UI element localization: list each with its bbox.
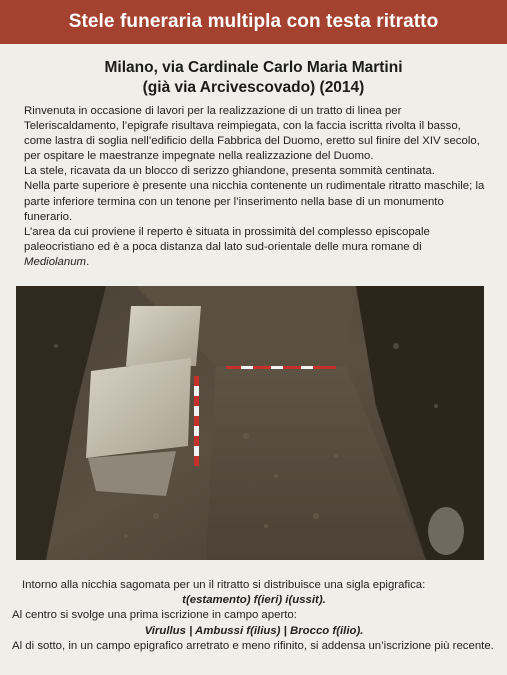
- location-line-2: (già via Arcivescovado) (2014): [142, 79, 365, 96]
- excavation-photo-graphic: [16, 286, 484, 560]
- intro-paragraph-4-end: .: [86, 255, 90, 268]
- excavation-photo: [16, 286, 484, 560]
- caption-line-2: Al centro si svolge una prima iscrizione in campo aperto:: [12, 609, 297, 622]
- caption-line-3: Al di sotto, in un campo epigrafico arretrato e meno rifinito, si addensa un’iscrizione più recente.: [12, 639, 494, 652]
- caption-line-1: Intorno alla nicchia sagomata per un il ritratto si distribuisce una sigla epigrafica:: [22, 579, 426, 591]
- page-title: Stele funeraria multipla con testa ritratto: [68, 11, 439, 32]
- intro-paragraph-3: Nella parte superiore è presente una nicchia contenente un rudimentale ritratto maschile; la parte inferiore termina con un tenone per l’inserimento nella base di un monumento funerario.: [24, 180, 485, 223]
- intro-paragraph-4-start: L’area da cui proviene il reperto è situata in prossimità del complesso episcopale paleocristiano ed è a poca distanza dal lato sud-orientale delle mura romane di: [24, 225, 430, 253]
- intro-paragraph-2: La stele, ricavata da un blocco di serizzo ghiandone, presenta sommità centinata.: [24, 165, 435, 178]
- intro-text: [24, 104, 486, 270]
- mediolanum-term: Mediolanum: [24, 255, 87, 268]
- location-line-1: Milano, via Cardinale Carlo Maria Martini: [104, 59, 403, 76]
- intro-paragraph-1: Rinvenuta in occasione di lavori per la realizzazione di un tratto di linea per Teleriscaldamento, l’epigrafe risultava reimpiegata, con la faccia iscritta rivolta il basso, come lastra di soglia nell’edificio della Fabbrica del Duomo, eretto sul finire del XIV secolo, per ospitare le maestranze impegnate nella realizzazione del Duomo.: [24, 105, 480, 163]
- title-banner: [0, 0, 507, 44]
- intro-paragraph-4: [24, 225, 486, 270]
- caption-formula-1: t(estamento) f(ieri) i(ussit).: [182, 594, 326, 607]
- caption-formula-2: Virullus | Ambussi f(ilius) | Brocco f(ilio).: [144, 624, 364, 637]
- location-heading: [0, 58, 507, 98]
- inscription-caption: [12, 578, 496, 654]
